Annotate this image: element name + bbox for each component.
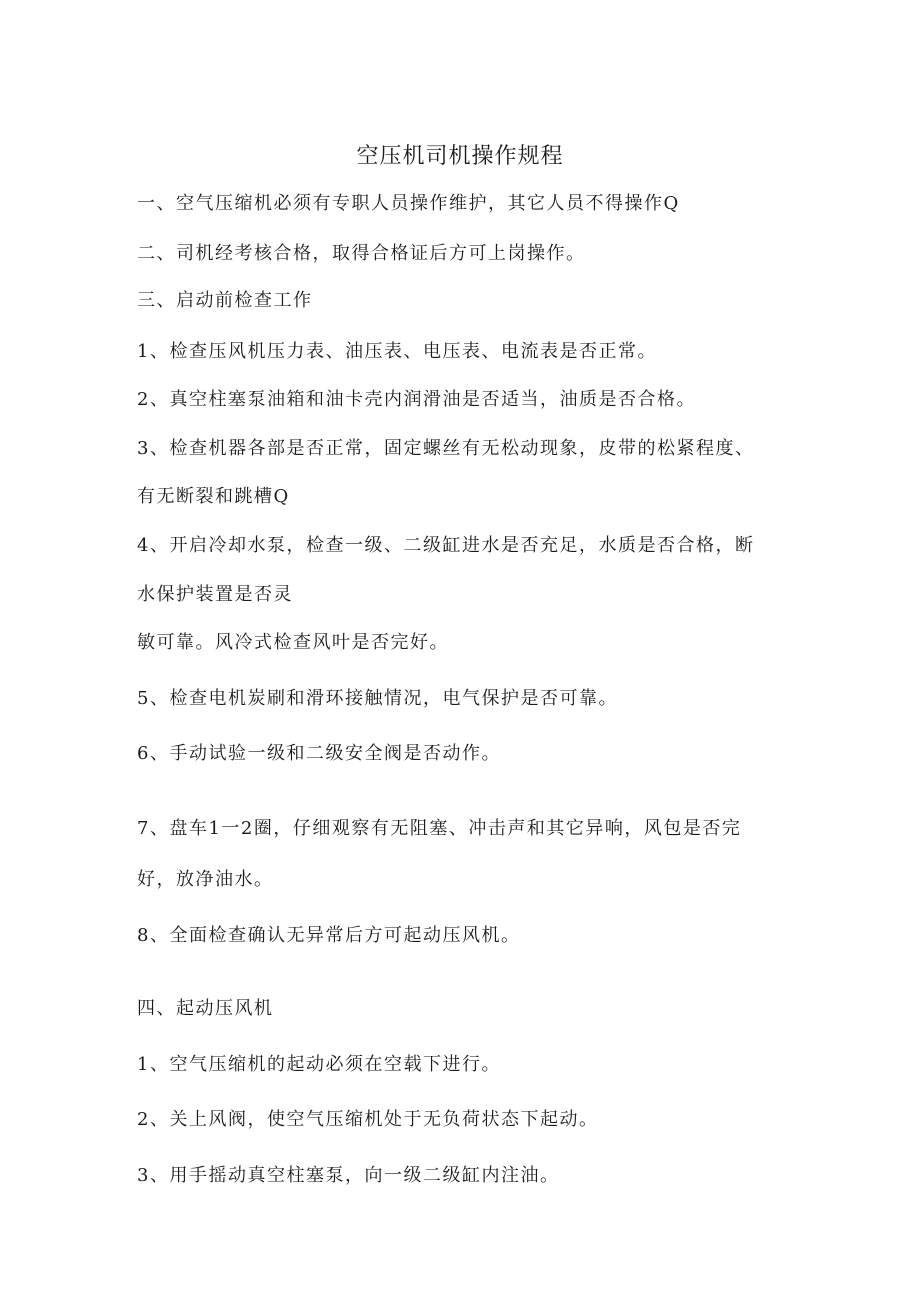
list-item-2: 2、真空柱塞泵油箱和油卡壳内润滑油是否适当，油质是否合格。 — [137, 389, 696, 410]
list-item-4-1: 1、空气压缩机的起动必须在空载下进行。 — [137, 1054, 501, 1075]
list-item-8: 8、全面检查确认无异常后方可起动压风机。 — [137, 925, 521, 946]
section-heading-3: 三、启动前检查工作 — [137, 290, 313, 311]
list-item-3: 3、检查机器各部是否正常，固定螺丝有无松动现象，皮带的松紧程度、 — [137, 438, 755, 459]
list-item-7: 7、盘车1一2圈，仔细观察有无阻塞、冲击声和其它异响，风包是否完 — [137, 818, 742, 839]
list-item-6: 6、手动试验一级和二级安全阀是否动作。 — [137, 743, 501, 764]
section-heading-4: 四、起动压风机 — [137, 998, 274, 1019]
list-item-4-cont2: 敏可靠。风冷式检查风叶是否完好。 — [137, 632, 449, 653]
list-item-4-cont: 水保护装置是否灵 — [137, 584, 293, 605]
list-item-5: 5、检查电机炭刷和滑环接触情况，电气保护是否可靠。 — [137, 688, 618, 709]
list-item-4: 4、开启冷却水泵，检查一级、二级缸进水是否充足，水质是否合格，断 — [137, 535, 755, 556]
list-item-1: 1、检查压风机压力表、油压表、电压表、电流表是否正常。 — [137, 341, 657, 362]
list-item-3-cont: 有无断裂和跳槽Q — [137, 486, 290, 507]
line-1: 一、空气压缩机必须有专职人员操作维护，其它人员不得操作Q — [137, 193, 680, 214]
list-item-4-3: 3、用手摇动真空柱塞泵，向一级二级缸内注油。 — [137, 1165, 560, 1186]
document-title: 空压机司机操作规程 — [356, 144, 564, 169]
list-item-7-cont: 好，放净油水。 — [137, 869, 274, 890]
list-item-4-2: 2、关上风阀，使空气压缩机处于无负荷状态下起动。 — [137, 1109, 599, 1130]
line-2: 二、司机经考核合格，取得合格证后方可上岗操作。 — [137, 243, 586, 264]
